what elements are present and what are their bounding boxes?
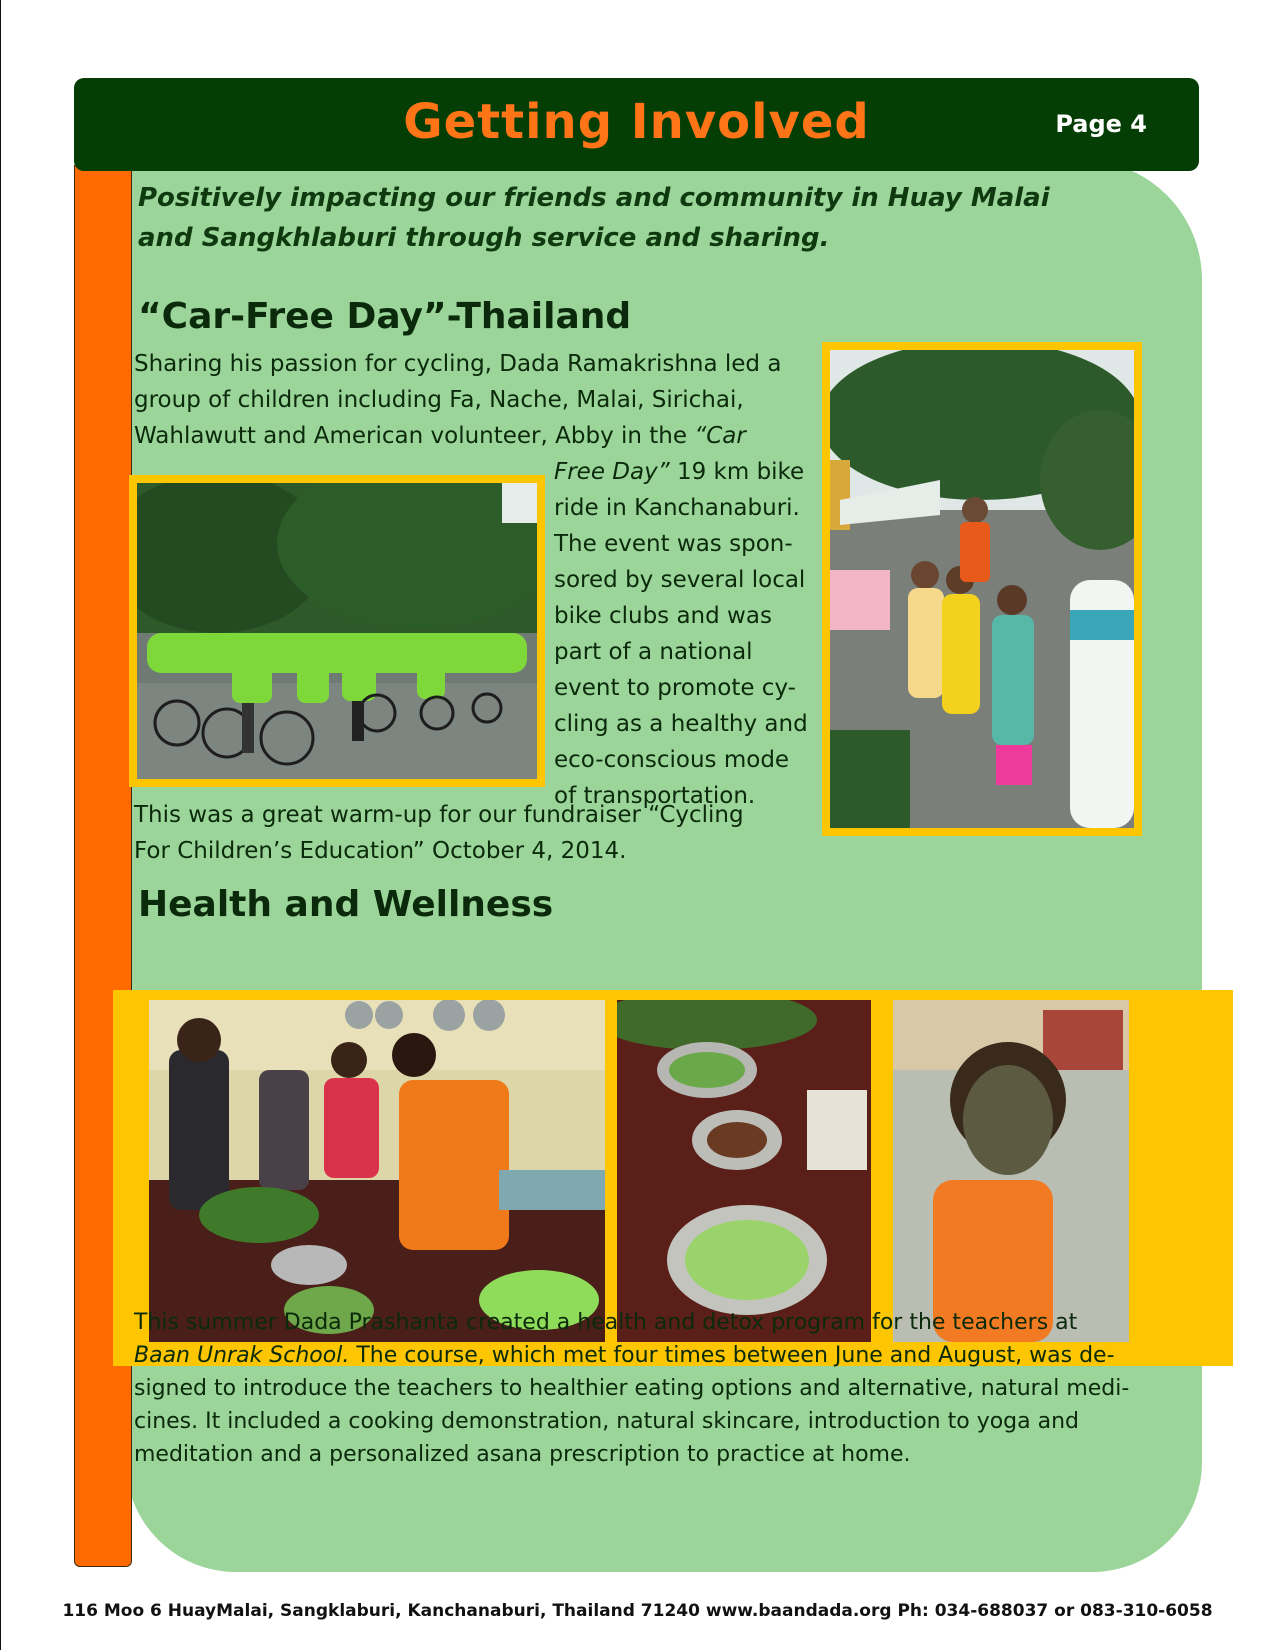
car-free-side-line: part of a national [554, 639, 753, 665]
health-line: signed to introduce the teachers to healthier eating options and alternative, natural medi- [134, 1376, 1130, 1401]
car-free-side-line: ride in Kanchanaburi. [554, 495, 800, 521]
photo-herbs-bowls [617, 1000, 871, 1342]
page-number: Page 4 [1055, 110, 1147, 138]
health-heading: Health and Wellness [138, 884, 554, 925]
car-free-line-4-text: 19 km bike [669, 459, 805, 485]
car-free-line-1: Sharing his passion for cycling, Dada Ramakrishna led a [134, 351, 782, 377]
car-free-side-line: The event was spon- [554, 531, 793, 557]
car-free-line-2: group of children including Fa, Nache, Malai, Sirichai, [134, 387, 744, 413]
car-free-heading: “Car-Free Day”-Thailand [138, 296, 632, 337]
footer-contact: 116 Moo 6 HuayMalai, Sangklaburi, Kanchanaburi, Thailand 71240 www.baandada.org Ph: 034-688037 or 083-310-6058 [62, 1601, 1213, 1621]
page-edge-rule [0, 0, 1, 1650]
intro-text: Positively impacting our friends and community in Huay Malai and Sangkhlaburi through service and sharing. [138, 183, 1050, 253]
car-free-line-3-em: “Car [694, 423, 746, 449]
car-free-closing-line: For Children’s Education” October 4, 2014. [134, 838, 627, 864]
health-line: meditation and a personalized asana prescription to practice at home. [134, 1442, 911, 1467]
car-free-side-line: bike clubs and was [554, 603, 772, 629]
health-paragraph [134, 1306, 1204, 1471]
photo-cyclists-group [129, 475, 545, 787]
car-free-side-line: event to promote cy- [554, 675, 796, 701]
car-free-paragraph-top [134, 346, 814, 454]
car-free-side-line: cling as a healthy and [554, 711, 808, 737]
car-free-closing [134, 797, 834, 869]
car-free-side-line: sored by several local [554, 567, 806, 593]
page-title: Getting Involved [403, 94, 870, 150]
health-line: This summer Dada Prashanta created a health and detox program for the teachers at [134, 1310, 1078, 1335]
health-line: cines. It included a cooking demonstration, natural skincare, introduction to yoga and [134, 1409, 1080, 1434]
photo-girl-face-mask [893, 1000, 1129, 1342]
photo-cooking-class [149, 1000, 605, 1342]
children-image [830, 350, 1134, 828]
car-free-side-line: eco-conscious mode [554, 747, 790, 773]
cyclists-image [137, 483, 537, 779]
car-free-line-3 [134, 418, 814, 454]
school-name: Baan Unrak School. [134, 1343, 350, 1368]
car-free-side-line: of transportation. [554, 783, 756, 809]
car-free-paragraph-side [554, 454, 829, 814]
car-free-line-4 [554, 454, 829, 490]
photo-children-event [822, 342, 1142, 836]
car-free-line-3-text: Wahlawutt and American volunteer, Abby in the [134, 423, 695, 449]
page-header [74, 78, 1199, 171]
car-free-closing-line: This was a great warm-up for our fundraiser “Cycling [134, 802, 744, 828]
health-line [134, 1339, 1204, 1372]
health-line-2-text: The course, which met four times between June and August, was de- [349, 1343, 1115, 1368]
car-free-line-4-em: Free Day” [554, 459, 670, 485]
